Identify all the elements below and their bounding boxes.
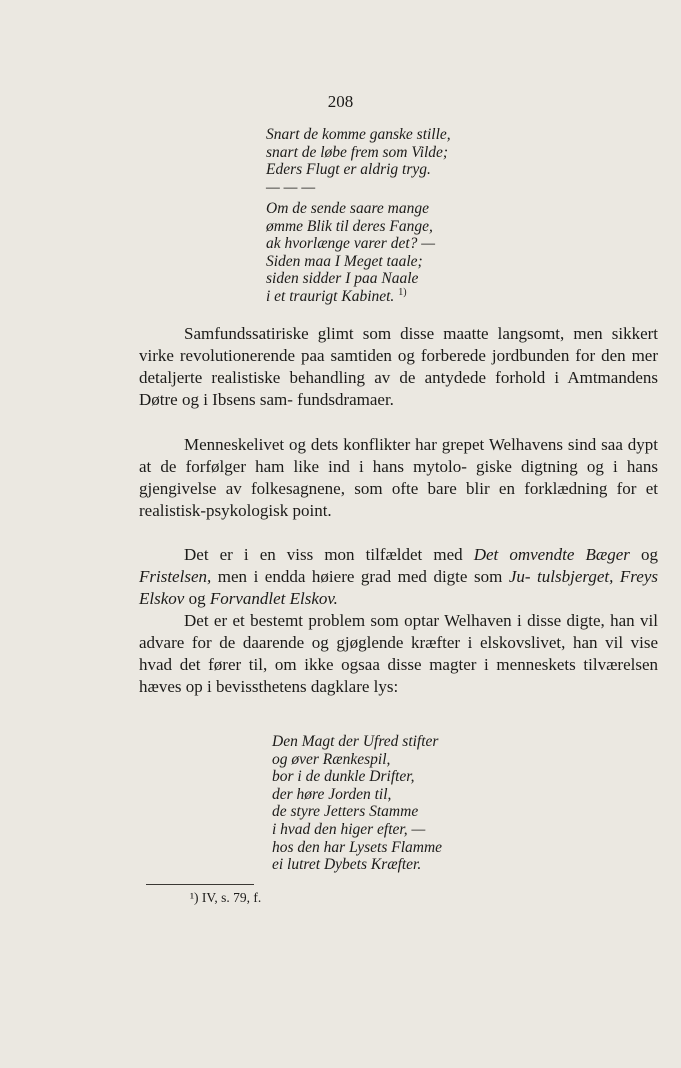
- paragraph-text: [139, 544, 658, 610]
- paragraph-1: [139, 323, 658, 411]
- poem-title: Det omvendte Bæger: [473, 545, 630, 564]
- paragraph-3: [139, 544, 658, 610]
- footnote: ¹) IV, s. 79, f.: [190, 890, 262, 905]
- verse-line: Den Magt der Ufred stifter: [272, 733, 439, 750]
- verse-line-with-note: [266, 288, 435, 306]
- text-run: Det er i en viss mon tilfældet med: [184, 545, 474, 564]
- poem-title: Fristelsen,: [139, 567, 212, 587]
- paragraph-text: Menneskelivet og dets konflikter har grepet Welhavens sind saa dypt at de forfølger ham like ind i hans mytolo- giske digtning og i hans gjengivelse av folkesagnene, som ofte bare blir en forklædning for et realistisk-psykologisk point.: [139, 435, 658, 521]
- paragraph-2: [139, 434, 658, 522]
- page-number: 208: [327, 92, 354, 111]
- verse-line: Om de sende saare mange: [266, 200, 429, 217]
- verse-stanza-top: [266, 126, 451, 196]
- verse-line: ak hvorlænge varer det? —: [266, 235, 436, 253]
- paragraph-text: Samfundssatiriske glimt som disse maatte langsomt, men sikkert virke revolutionerende paa samtiden og forberede jordbunden for den mer detaljerte realistiske behandling av de antydede forhold i Amtmandens Døtre og i Ibsens sam- fundsdramaer.: [139, 324, 658, 410]
- verse-line: snart de løbe frem som Vilde;: [266, 143, 449, 161]
- verse-line: siden sidder I paa Naale: [266, 270, 419, 288]
- text-run: og: [629, 545, 658, 564]
- verse-line: og øver Rænkespil,: [272, 750, 391, 768]
- verse-line: hos den har Lysets Flamme: [272, 838, 443, 856]
- verse-line: bor i de dunkle Drifter,: [272, 768, 415, 786]
- paragraph-4: [139, 610, 658, 698]
- footnote-reference: 1): [398, 286, 407, 298]
- footnote-divider: [146, 884, 254, 885]
- poem-title: Ju- tulsbjerget, Freys Elskov: [139, 567, 658, 609]
- verse-line: der høre Jorden til,: [272, 785, 392, 803]
- text-run: men i endda høiere grad med digte som: [211, 567, 509, 587]
- verse-stanza-bottom: [272, 733, 442, 874]
- paragraph-text: Det er et bestemt problem som optar Welhaven i disse digte, han vil advare for de daarende og gjøglende kræfter i elskovslivet, han vil vise hvad det fører til, om ikke ogsaa disse magter i menneskets tilværelsen hæves op i bevissthetens dagklare lys:: [139, 611, 658, 697]
- verse-line: Eders Flugt er aldrig tryg.: [266, 161, 431, 179]
- verse-line: de styre Jetters Stamme: [272, 803, 419, 821]
- verse-line: ei lutret Dybets Kræfter.: [272, 856, 422, 874]
- verse-line: ømme Blik til deres Fange,: [266, 217, 433, 235]
- verse-stanza-middle: [266, 200, 435, 306]
- verse-ellipsis: — — —: [266, 178, 316, 196]
- verse-line: i et traurigt Kabinet.: [266, 287, 395, 305]
- text-run: og: [184, 589, 210, 609]
- verse-line: Siden maa I Meget taale;: [266, 252, 423, 270]
- verse-line: Snart de komme ganske stille,: [266, 126, 451, 143]
- verse-line: i hvad den higer efter, —: [272, 820, 426, 838]
- poem-title: Forvandlet Elskov.: [209, 589, 338, 609]
